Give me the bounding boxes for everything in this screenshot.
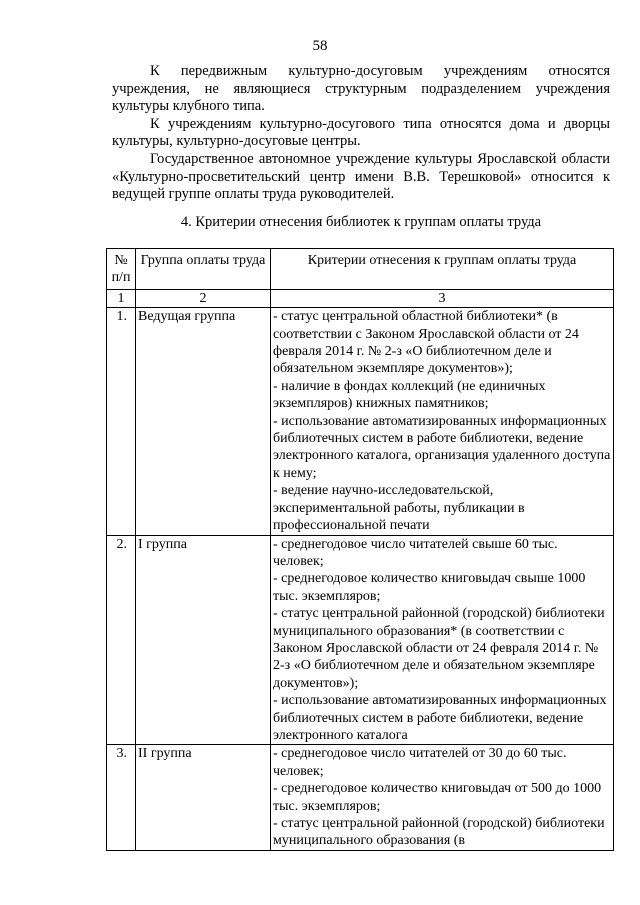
column-number: 3 [271, 289, 614, 307]
header-group: Группа оплаты труда [136, 249, 271, 290]
body-text [112, 63, 610, 204]
paragraph: К учреждениям культурно-досугового типа относятся дома и дворцы культуры, культурно-досуговые центры. [112, 115, 610, 150]
row-number: 2. [107, 535, 136, 745]
criterion: - наличие в фондах коллекций (не единичных экземпляров) книжных памятников; [273, 378, 546, 412]
row-number: 1. [107, 308, 136, 535]
criterion: - использование автоматизированных информационных библиотечных систем в работе библиотеки, ведение электронного каталога [273, 693, 607, 743]
row-group: II группа [136, 745, 271, 850]
row-criteria [271, 308, 614, 535]
paragraph: К передвижным культурно-досуговым учреждениям относятся учреждения, не являющиеся структурным подразделением учреждения культуры клубного типа. [112, 63, 610, 115]
criterion: - среднегодовое количество книговыдач свыше 1000 тыс. экземпляров; [273, 571, 586, 604]
criterion: - среднегодовое число читателей свыше 60 тыс. человек; [273, 536, 558, 569]
table-header-row [107, 249, 614, 290]
section-title: 4. Критерии отнесения библиотек к группам оплаты труда [180, 214, 542, 230]
criterion: - среднегодовое число читателей от 30 до 60 тыс. человек; [273, 746, 567, 779]
row-group: Ведущая группа [136, 308, 271, 535]
criterion: - статус центральной областной библиотеки* (в соответствии с Законом Ярославской области от 24 февраля 2014 г. № 2-з «О библиотечном деле и обязательном экземпляре документов»); [273, 309, 579, 377]
criteria-table [106, 248, 614, 851]
row-criteria [271, 745, 614, 850]
header-criteria: Критерии отнесения к группам оплаты труда [271, 249, 614, 290]
criterion: - ведение научно-исследовательской, экспериментальной работы, публикации в профессиональной печати [273, 483, 525, 534]
row-criteria [271, 535, 614, 745]
criterion: - среднегодовое количество книговыдач от 500 до 1000 тыс. экземпляров; [273, 781, 602, 814]
column-number: 1 [107, 289, 136, 307]
criterion: - использование автоматизированных информационных библиотечных систем в работе библиотеки, ведение электронного каталога, организация удаленного доступа к нему; [273, 413, 611, 481]
criterion: - статус центральной районной (городской) библиотеки муниципального образования* (в соответствии с Законом Ярославской области от 24 февраля 2014 г. № 2-з «О библиотечном деле и обязательном экземпляре документов»); [273, 606, 605, 691]
header-num: № п/п [107, 249, 136, 290]
table-row [107, 308, 614, 535]
column-number: 2 [136, 289, 271, 307]
page-number: 58 [312, 38, 328, 54]
row-group: I группа [136, 535, 271, 745]
row-number: 3. [107, 745, 136, 850]
table-row [107, 745, 614, 850]
column-number-row [107, 289, 614, 307]
table-row [107, 535, 614, 745]
paragraph: Государственное автономное учреждение культуры Ярославской области «Культурно-просветительский центр имени В.В. Терешковой» относится к ведущей группе оплаты труда руководителей. [112, 150, 610, 203]
criterion: - статус центральной районной (городской) библиотеки муниципального образования (в [273, 816, 605, 849]
